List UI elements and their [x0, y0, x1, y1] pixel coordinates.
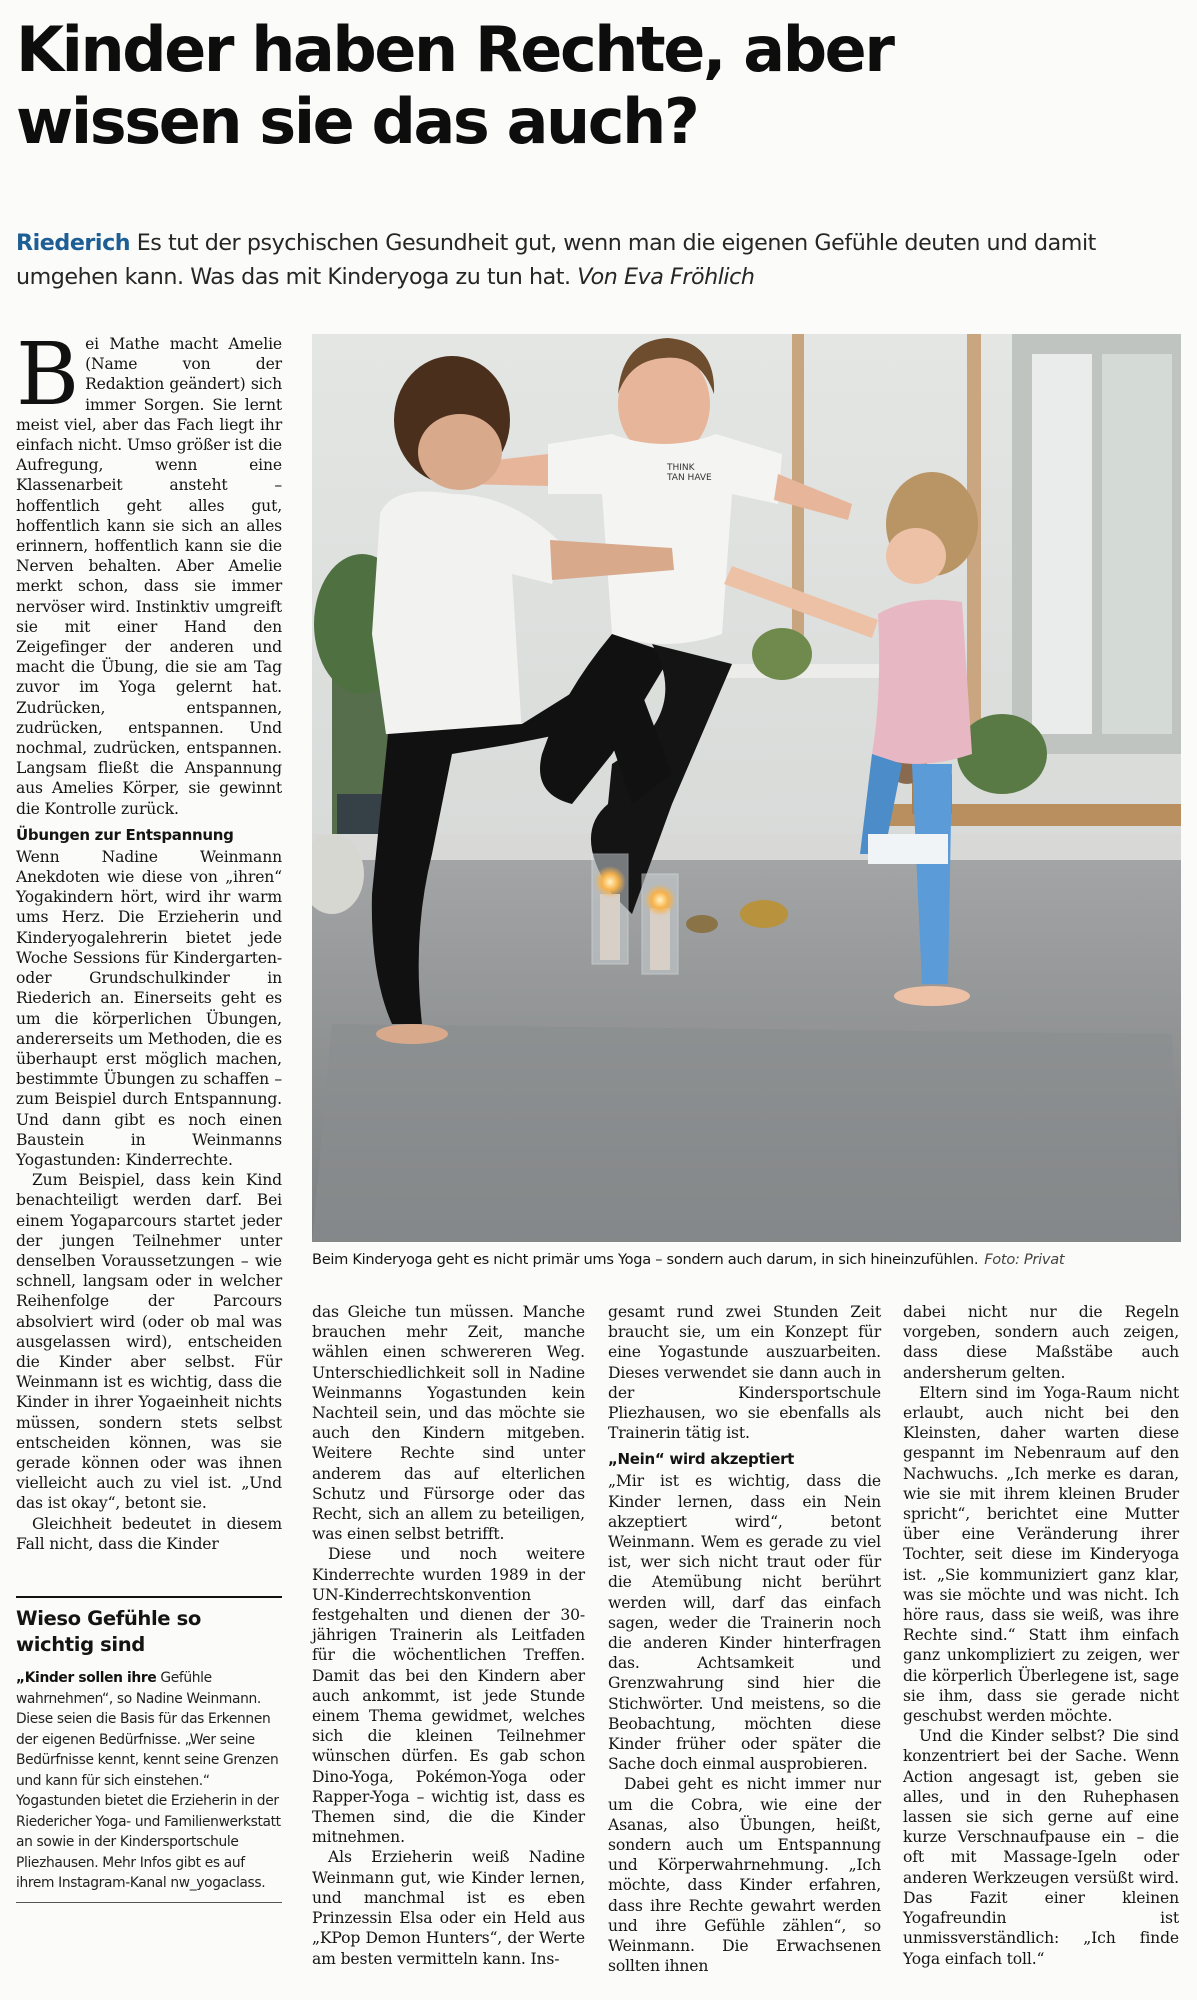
subheading: „Nein“ wird akzeptiert	[608, 1450, 795, 1469]
paragraph: Diese und noch weitere Kinderrechte wurden 1989 in der UN-Kinderrechtskonvention festgehalten und dienen der 30-jährigen Trainerin als Leitfaden für die wöchentlichen Treffen. Damit das bei den Kindern aber auch ankommt, ist jede Stunde einem Thema gewidmet, welches sich die kleinen Teilnehmer wünschen dürfen. Es gab schon Dino-Yoga, Pokémon-Yoga oder Rapper-Yoga – wichtig ist, dass es Themen sind, die die Kinder mitnehmen.	[312, 1545, 585, 1847]
info-box	[16, 1596, 282, 1903]
byline: Von Eva Fröhlich	[577, 264, 755, 290]
caption-text: Beim Kinderyoga geht es nicht primär ums Yoga – sondern auch darum, in sich hineinzufühlen.	[312, 1251, 979, 1268]
info-box-text	[16, 1668, 282, 1894]
info-box-body: Gefühle wahrnehmen“, so Nadine Weinmann. Diese seien die Basis für das Erkennen der eigenen Bedürfnisse. „Wer seine Bedürfnisse kennt, kennt seine Grenzen und kann für sich einstehen.“ Yogastunden bietet die Erzieherin in der Riedericher Yoga- und Familienwerkstatt an sowie in der Kindersportschule Pliezhausen. Mehr Infos gibt es auf ihrem Instagram-Kanal nw_yogaclass.	[16, 1670, 281, 1891]
paragraph: Eltern sind im Yoga-Raum nicht erlaubt, auch nicht bei den Kleinsten, daher warten diese gespannt im Nebenraum auf den Nachwuchs. „Ich merke es daran, wie sie mit ihrem kleinen Bruder spricht“, berichtet eine Mutter über eine Veränderung ihrer Tochter, seit diese im Kinderyoga ist. „Sie kommuniziert ganz klar, was sie möchte und was nicht. Ich höre raus, dass sie weiß, was ihre Rechte sind.“ Statt ihm einfach ganz unkompliziert zu zeigen, wer die körperlich Überlegene ist, sage sie ihm, dass sie gerade nicht geschubst werden möchte.	[903, 1383, 1179, 1726]
dateline-place: Riederich	[16, 230, 131, 256]
paragraph: Als Erzieherin weiß Nadine Weinmann gut, wie Kinder lernen, und manchmal ist es eben Prinzessin Elsa oder ein Held aus „KPop Demon Hunters“, der Werte am besten vermitteln kann. Ins-	[312, 1848, 585, 1968]
article-column-2	[312, 1302, 585, 1969]
headline-line-1: Kinder haben Rechte, aber	[16, 13, 893, 86]
headline	[16, 14, 1176, 158]
info-box-title: Wieso Gefühle so wichtig sind	[16, 1607, 201, 1656]
paragraph: Zum Beispiel, dass kein Kind benachteiligt werden darf. Bei einem Yogaparcours startet jeder der jungen Teilnehmer unter denselben Voraussetzungen – wie schnell, langsam oder in welcher Reihenfolge der Parcours absolviert wird (oder ob mal was ausgelassen wird), entscheiden die Kinder aber selbst. Für Weinmann ist es wichtig, dass die Kinder in ihrer Yogaeinheit nichts müssen, sondern stets selbst entscheiden können, was sie gerade können oder was ihnen vielleicht auch zu viel ist. „Und das ist okay“, betont sie.	[16, 1171, 282, 1513]
lead-paragraph	[16, 226, 1176, 294]
shirt-print: THINK	[667, 463, 695, 473]
shirt-print-2: TAN HAVE	[667, 473, 712, 483]
paragraph-text: ei Mathe macht Amelie (Name von der Redaktion geändert) sich immer Sorgen. Sie lernt meist viel, aber das Fach liegt ihr einfach nicht. Umso größer ist die Aufregung, wenn eine Klassenarbeit ansteht – hoffentlich geht alles gut, hoffentlich kann sie sich an alles erinnern, hoffentlich kann sie die Nerven behalten. Aber Amelie merkt schon, dass sie immer nervöser wird. Instinktiv umgreift sie mit einer Hand den Zeigefinger der anderen und macht die Übung, die sie am Tag zuvor im Yoga gelernt hat. Zudrücken, entspannen, zudrücken, entspannen. Und nochmal, zudrücken, entspannen. Langsam fließt die Anspannung aus Amelies Körper, sie gewinnt die Kontrolle zurück.	[16, 335, 282, 818]
info-box-lead: „Kinder sollen ihre	[16, 1670, 157, 1686]
paragraph: Wenn Nadine Weinmann Anekdoten wie diese von „ihren“ Yogakindern hört, wird ihr warm ums Herz. Die Erzieherin und Kinderyogalehrerin bietet jede Woche Sessions für Kindergarten- oder Grundschulkinder in Riederich an. Einerseits geht es um die körperlichen Übungen, andererseits um Methoden, die es überhaupt erst möglich machen, bestimmte Übungen zu schaffen – zum Beispiel durch Entspannung. Und dann gibt es noch einen Baustein in Weinmanns Yogastunden: Kinderrechte.	[16, 847, 282, 1169]
paragraph: gesamt rund zwei Stunden Zeit braucht sie, um ein Konzept für eine Yogastunde auszuarbeiten. Dieses verwendet sie dann auch in der Kindersportschule Pliezhausen, wo sie ebenfalls als Trainerin tätig ist.	[608, 1303, 881, 1443]
paragraph: „Mir ist es wichtig, dass die Kinder lernen, dass ein Nein akzeptiert wird“, betont Weinmann. Wem es gerade zu viel ist, wer sich nicht traut oder für die Atemübung nicht berührt werden will, darf das einfach sagen, weder die Trainerin noch die anderen Kinder hinterfragen das. Achtsamkeit und Grenzwahrung sind hier die Stichwörter. Und meistens, so die Beobachtung, möchten diese Kinder früher oder später die Sache doch einmal ausprobieren.	[608, 1472, 881, 1774]
paragraph: Und die Kinder selbst? Die sind konzentriert bei der Sache. Wenn Action angesagt ist, geben sie alles, und in den Ruhephasen lassen sie sich gerne auf eine kurze Verschnaufpause ein – die oft mit Massage-Igeln oder anderen Werkzeugen versüßt wird. Das Fazit einer kleinen Yogafreundin ist unmissverständlich: „Ich finde Yoga einfach toll.“	[903, 1727, 1179, 1968]
drop-cap: B	[16, 325, 80, 425]
photo-caption	[312, 1250, 1181, 1270]
article-column-1	[16, 325, 282, 1554]
article-photo	[312, 334, 1181, 1242]
paragraph: Gleichheit bedeutet in diesem Fall nicht, dass die Kinder	[16, 1514, 282, 1553]
paragraph: Dabei geht es nicht immer nur um die Cobra, wie eine der Asanas, also Übungen, heißt, sondern auch um Entspannung und Körperwahrnehmung. „Ich möchte, dass Kinder erfahren, dass ihre Rechte gewahrt werden und ihre Gefühle zählen“, so Weinmann. Die Erwachsenen sollten ihnen	[608, 1775, 881, 1976]
lead-text: Es tut der psychischen Gesundheit gut, wenn man die eigenen Gefühle deuten und damit umgehen kann. Was das mit Kinderyoga zu tun hat.	[16, 230, 1096, 290]
article-column-4	[903, 1302, 1179, 1969]
photo-credit: Foto: Privat	[984, 1251, 1065, 1268]
yoga-photo-illustration	[312, 334, 1181, 1242]
headline-line-2: wissen sie das auch?	[16, 85, 698, 158]
paragraph: dabei nicht nur die Regeln vorgeben, sondern auch zeigen, dass diese Maßstäbe auch andersherum gelten.	[903, 1303, 1179, 1382]
subheading: Übungen zur Entspannung	[16, 825, 234, 844]
article-column-3	[608, 1302, 881, 1977]
divider	[16, 1902, 282, 1903]
opening-paragraph	[16, 325, 282, 819]
paragraph: das Gleiche tun müssen. Manche brauchen mehr Zeit, manche wählen einen schwereren Weg. Unterschiedlichkeit soll in Nadine Weinmanns Yogastunden kein Nachteil sein, und das möchte sie auch den Kindern mitgeben. Weitere Rechte sind unter anderem das auf elterlichen Schutz und Fürsorge oder das Recht, sich an allem zu beteiligen, was einen selbst betrifft.	[312, 1303, 585, 1544]
